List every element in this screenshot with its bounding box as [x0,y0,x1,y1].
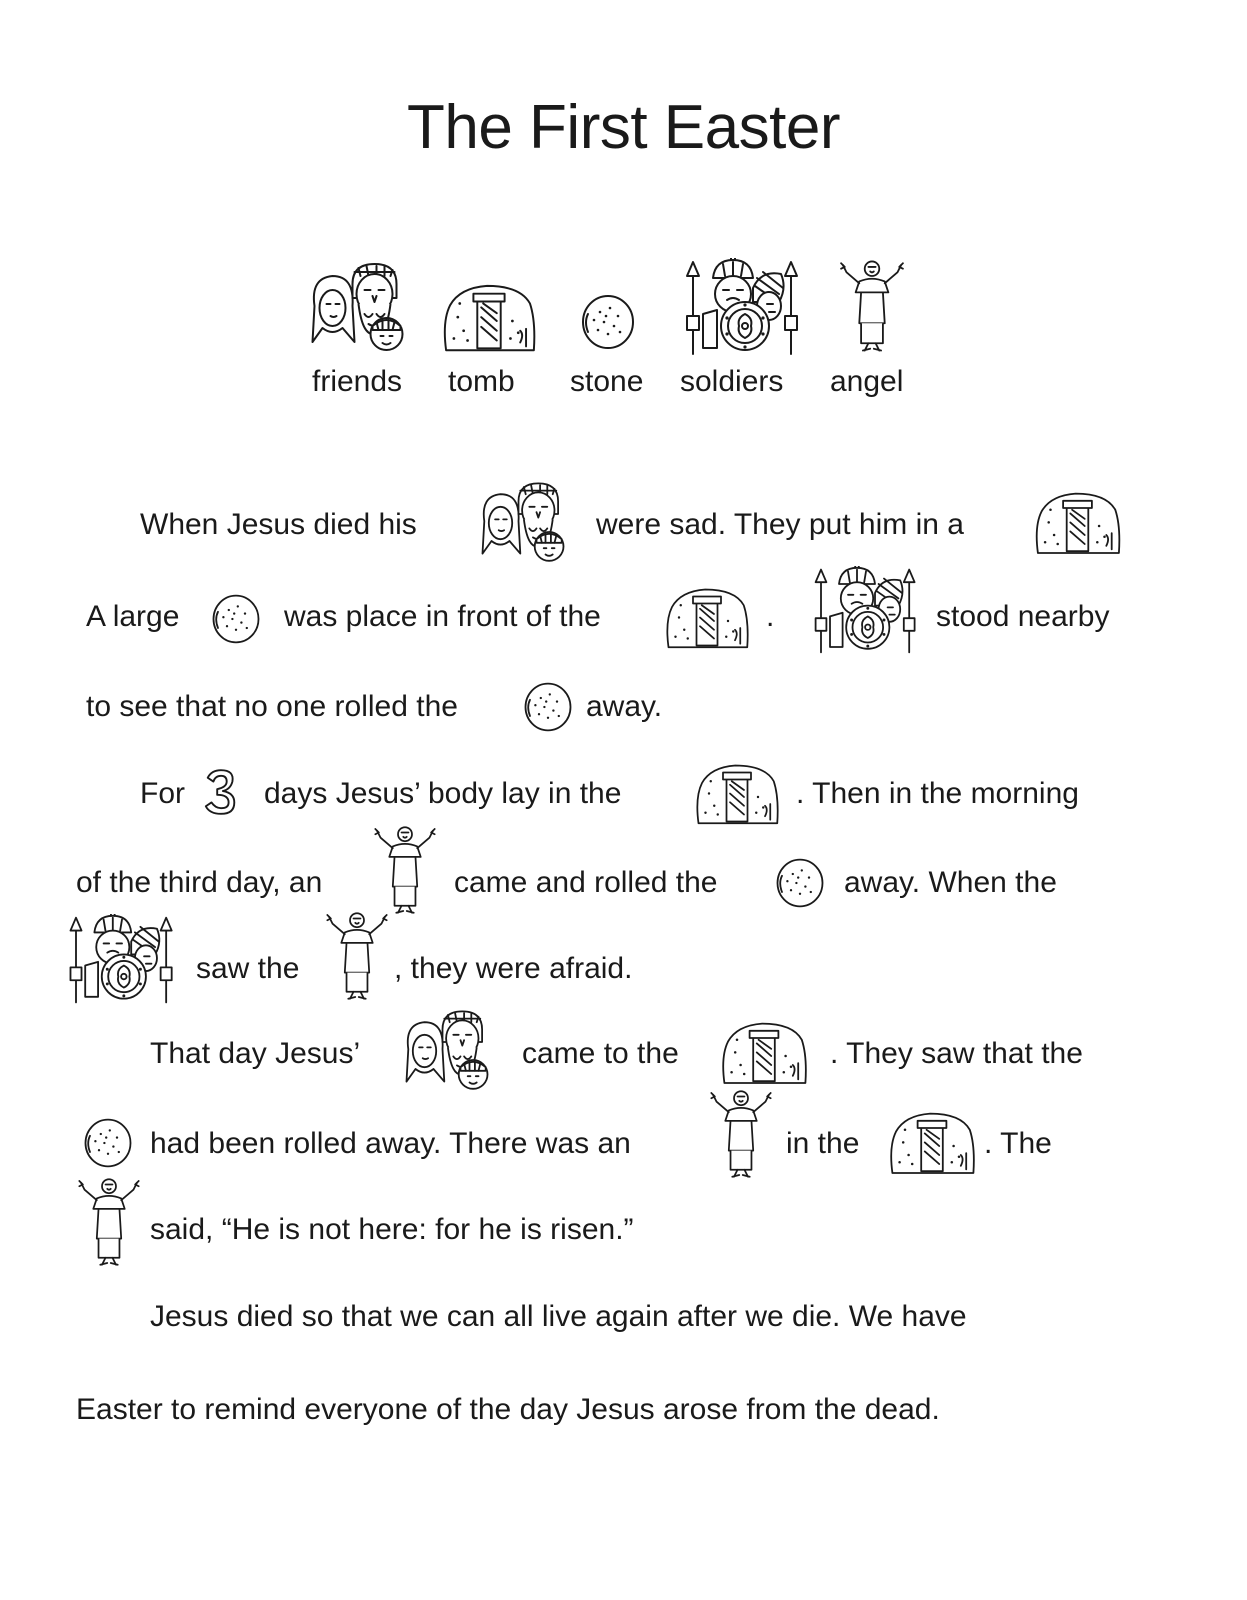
soldiers-icon [810,566,922,656]
story-text: came to the [522,1037,679,1070]
friends-icon [300,258,415,358]
legend-label-tomb: tomb [448,365,515,398]
story-text: Jesus died so that we can all live again after we die. We have [150,1300,967,1333]
story-text: , they were afraid. [394,952,633,985]
friends-icon [468,478,578,568]
story-text: away. [586,690,663,723]
legend-label-stone: stone [570,365,644,398]
story-text: days Jesus’ body lay in the [264,777,622,810]
story-text: . The [984,1127,1052,1160]
stone-icon [520,680,576,734]
story-text: had been rolled away. There was an [150,1127,631,1160]
tomb-icon [440,282,538,360]
story-text: Easter to remind everyone of the day Jesus arose from the dead. [76,1393,940,1426]
soldiers-icon [683,258,803,358]
story-text: That day Jesus’ [150,1037,361,1070]
story-text: . Then in the morning [796,777,1079,810]
story-text: . They saw that the [830,1037,1083,1070]
story-text: stood nearby [936,600,1110,633]
tomb-icon [1030,490,1125,562]
story-text: of the third day, an [76,866,323,899]
angel-icon [368,822,442,918]
story-text: came and rolled the [454,866,718,899]
angel-icon [832,256,912,356]
story-text: were sad. They put him in a [596,508,964,541]
angel-icon [320,908,394,1004]
page-title: The First Easter [407,93,840,162]
story-text: away. When the [844,866,1057,899]
friends-icon [392,1006,502,1096]
story-text: said, “He is not here: for he is risen.” [150,1213,634,1246]
legend-label-soldiers: soldiers [680,365,784,398]
tomb-icon [884,1110,980,1182]
story-text: saw the [196,952,300,985]
tomb-icon [716,1020,812,1092]
angel-icon [72,1174,146,1270]
story-text: For [140,777,185,810]
number-3-icon [202,768,240,816]
story-text: to see that no one rolled the [86,690,458,723]
legend-label-friends: friends [312,365,403,398]
story-text: was place in front of the [284,600,601,633]
legend-label-angel: angel [830,365,904,398]
story-text: in the [786,1127,860,1160]
stone-icon [208,592,264,646]
stone-icon [80,1116,136,1170]
stone-icon [772,856,828,910]
story-text: . [766,600,775,633]
tomb-icon [660,586,754,656]
tomb-icon [690,762,784,832]
angel-icon [704,1086,778,1182]
stone-icon [578,292,638,352]
soldiers-icon [66,914,178,1006]
story-text: A large [86,600,180,633]
story-text: When Jesus died his [140,508,417,541]
